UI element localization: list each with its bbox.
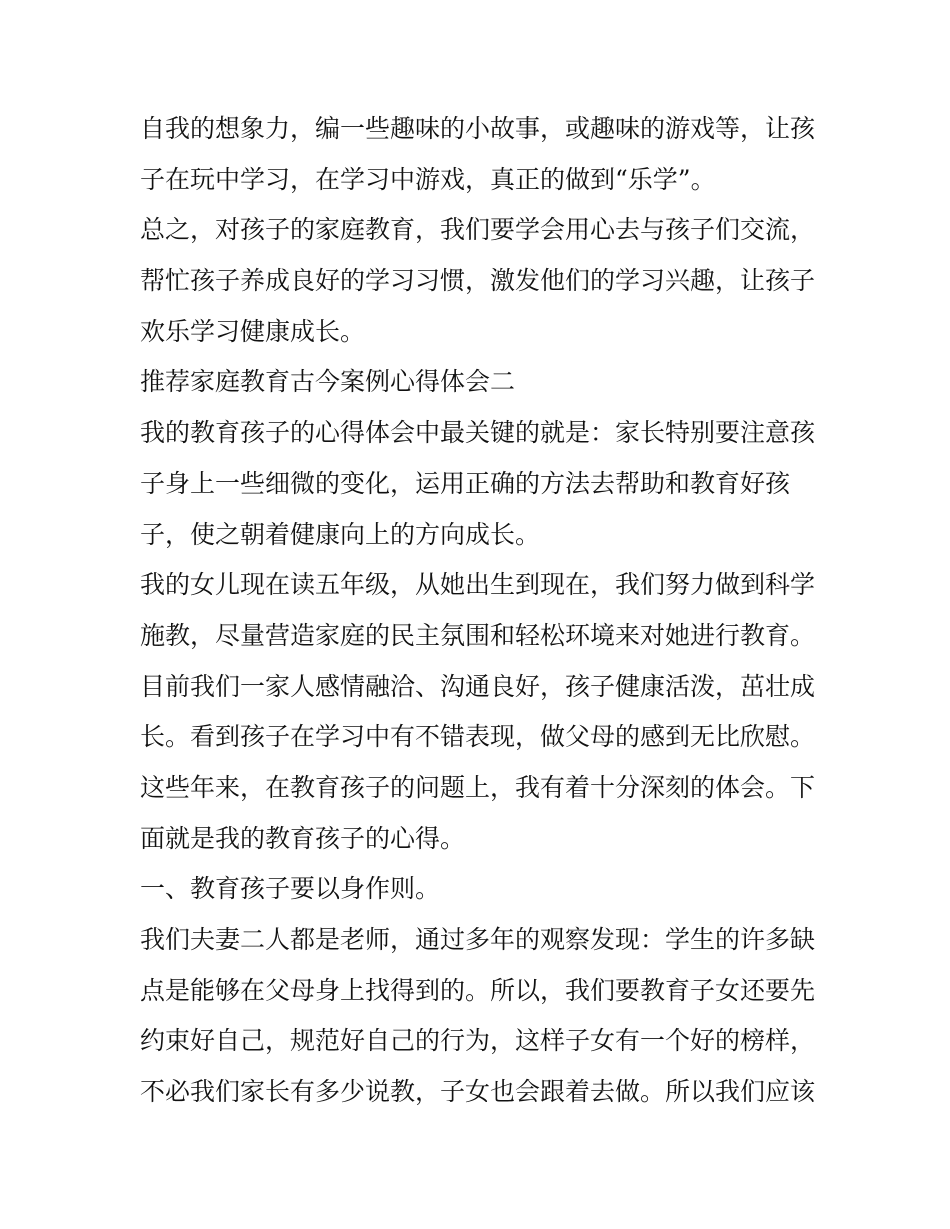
text-line: 总之，对孩子的家庭教育，我们要学会用心去与孩子们交流，	[140, 215, 816, 245]
text-line: 我们夫妻二人都是老师，通过多年的观察发现：学生的许多缺	[140, 925, 816, 954]
text-line: 我的教育孩子的心得体会中最关键的就是：家长特别要注意孩	[140, 418, 816, 448]
text-line: 欢乐学习健康成长。	[140, 316, 366, 346]
text-line: 面就是我的教育孩子的心得。	[140, 823, 466, 853]
text-line: 施教，尽量营造家庭的民主氛围和轻松环境来对她进行教育。	[140, 620, 816, 650]
text-line: 子在玩中学习，在学习中游戏，真正的做到“乐学”。	[140, 164, 716, 194]
text-line: 子，使之朝着健康向上的方向成长。	[140, 519, 541, 549]
text-line: 点是能够在父母身上找得到的。所以，我们要教育子女还要先	[140, 975, 816, 1005]
text-line: 不必我们家长有多少说教，子女也会跟着去做。所以我们应该	[140, 1077, 816, 1107]
document-body	[140, 104, 820, 1118]
text-line: 帮忙孩子养成良好的学习习惯，激发他们的学习兴趣，让孩子	[140, 266, 816, 296]
section-heading: 推荐家庭教育古今案例心得体会二	[140, 367, 516, 397]
text-line: 目前我们一家人感情融洽、沟通良好，孩子健康活泼，茁壮成	[140, 671, 816, 701]
text-line: 自我的想象力，编一些趣味的小故事，或趣味的游戏等，让孩	[140, 114, 816, 143]
text-line: 约束好自己，规范好自己的行为，这样子女有一个好的榜样，	[140, 1026, 816, 1056]
text-line: 子身上一些细微的变化，运用正确的方法去帮助和教育好孩	[140, 468, 791, 498]
subsection-heading: 一、教育孩子要以身作则。	[140, 874, 441, 904]
text-line: 这些年来，在教育孩子的问题上，我有着十分深刻的体会。下	[140, 772, 816, 802]
text-line: 我的女儿现在读五年级，从她出生到现在，我们努力做到科学	[140, 570, 816, 600]
text-line: 长。看到孩子在学习中有不错表现，做父母的感到无比欣慰。	[140, 722, 816, 752]
